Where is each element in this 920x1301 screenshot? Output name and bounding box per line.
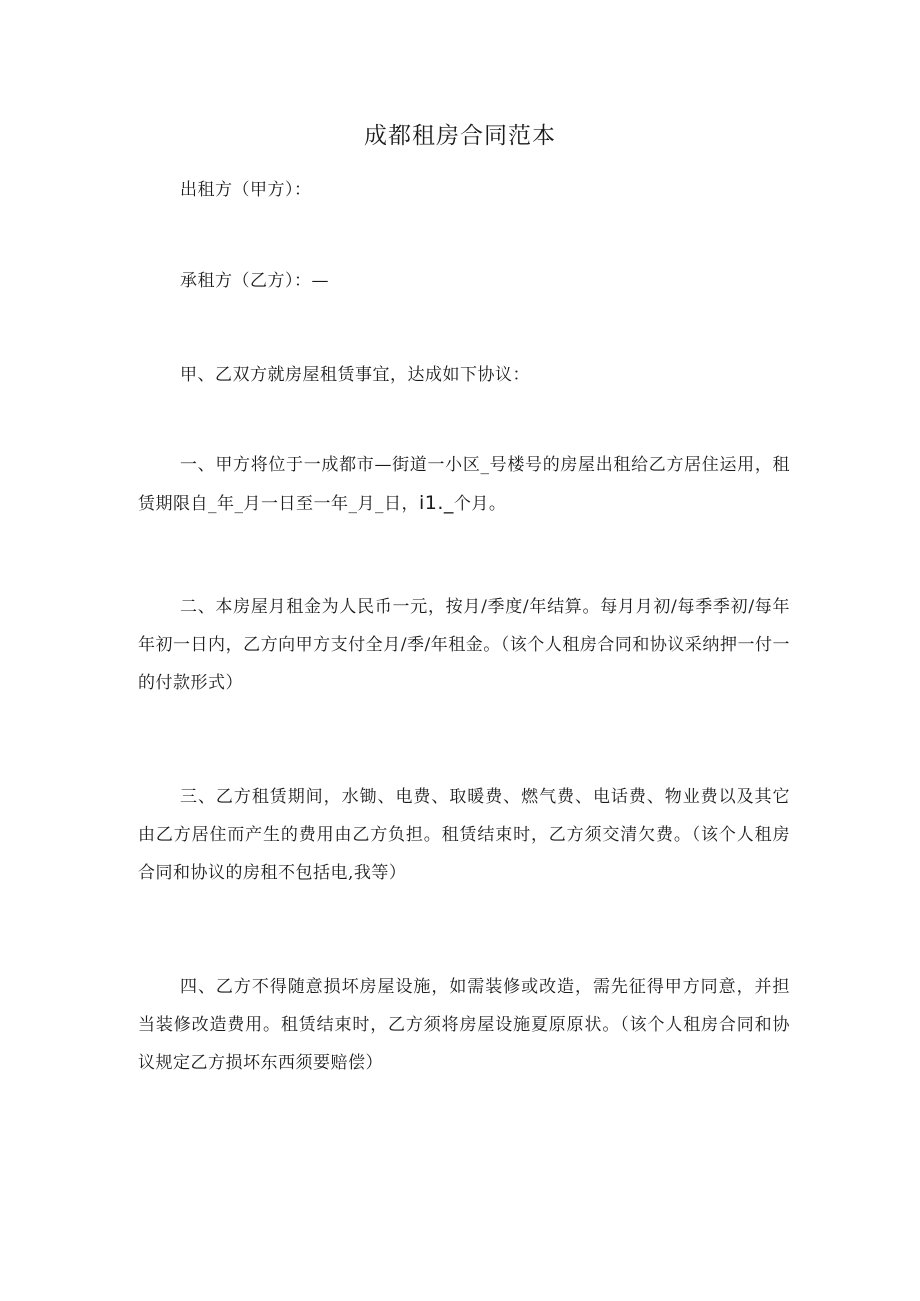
clause-1-text: 一、甲方将位于一成都市—街道一小区_号楼号的房屋出租给乙方居住运用，租赁期限自_年_月一日至一年_月_日，: [138, 455, 790, 514]
clause-3: 三、乙方租赁期间，水锄、电费、取暖费、燃气费、电话费、物业费以及其它由乙方居住而产生的费用由乙方负担。租赁结束时，乙方须交清欠费。（该个人租房合同和协议的房租不包括电,我等）: [138, 787, 790, 883]
clause-1-months-value: i1._: [419, 492, 454, 514]
lessor-line: 出租方（甲方）：: [180, 180, 312, 200]
agreement-intro: 甲、乙双方就房屋租赁事宜，达成如下协议：: [180, 365, 530, 385]
clause-2: 二、本房屋月租金为人民币一元，按月/季度/年结算。每月月初/每季季初/每年年初一日内，乙方向甲方支付全月/季/年租金。（该个人租房合同和协议采纳押一付一的付款形式）: [138, 597, 790, 693]
clause-4: 四、乙方不得随意损坏房屋设施，如需装修或改造，需先征得甲方同意，并担当装修改造费用。租赁结束时，乙方须将房屋设施夏原原状。（该个人租房合同和协议规定乙方损坏东西须要赔偿）: [138, 977, 790, 1073]
document-title: 成都租房合同范本: [364, 123, 556, 149]
clause-1-suffix: 个月。: [453, 494, 507, 514]
lessee-line: 承租方（乙方）：—: [180, 271, 329, 291]
clause-1: [138, 446, 790, 523]
